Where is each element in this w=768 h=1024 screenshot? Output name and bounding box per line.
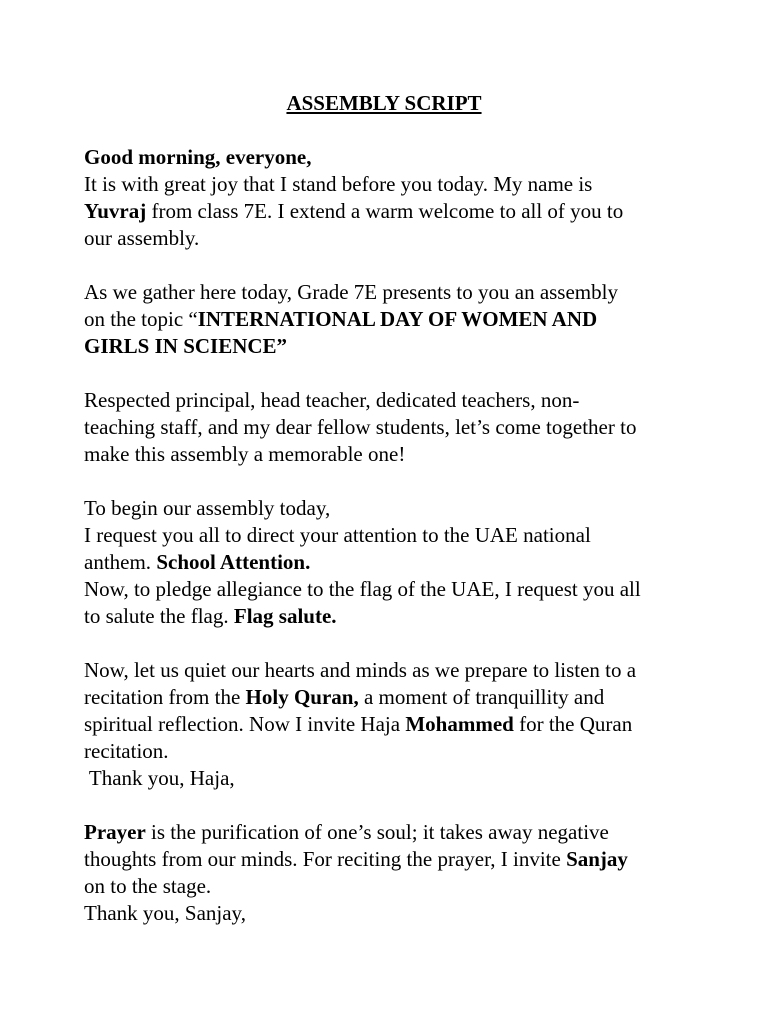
paragraph-quran [84,657,684,792]
text-line [84,549,684,576]
text-line [84,711,684,738]
text-line: I request you all to direct your attention to the UAE national [84,523,591,547]
text-line [84,603,684,630]
greeting-text: Good morning, everyone, [84,145,312,169]
text-run: from class 7E. I extend a warm welcome to all of you to [146,199,624,223]
text-line: It is with great joy that I stand before you today. My name is [84,172,593,196]
text-line: Thank you, Sanjay, [84,901,246,925]
text-line [84,306,684,333]
text-line: on to the stage. [84,874,212,898]
text-line: our assembly. [84,226,200,250]
text-line: Now, let us quiet our hearts and minds as we prepare to listen to a [84,658,637,682]
topic-text: INTERNATIONAL DAY OF WOMEN AND [197,307,598,331]
text-line: As we gather here today, Grade 7E presents to you an assembly [84,280,618,304]
text-run: for the Quran [513,712,633,736]
paragraph-anthem [84,495,684,630]
text-line: Respected principal, head teacher, dedicated teachers, non- [84,388,580,412]
text-line [84,846,684,873]
document-title: ASSEMBLY SCRIPT [286,91,482,115]
text-line: teaching staff, and my dear fellow students, let’s come together to [84,415,637,439]
text-run: to salute the flag. [84,604,234,628]
text-run: thoughts from our minds. For reciting the prayer, I invite [84,847,567,871]
paragraph-respected [84,387,684,468]
text-line [84,684,684,711]
cue-text: School Attention. [156,550,311,574]
paragraph-topic [84,279,684,360]
text-run: anthem. [84,550,157,574]
text-run: is the purification of one’s soul; it takes away negative [145,820,609,844]
speaker-name: Sanjay [566,847,628,871]
speaker-name: Yuvraj [84,199,147,223]
paragraph-welcome [84,144,684,252]
text-line: To begin our assembly today, [84,496,331,520]
cue-text: Flag salute. [233,604,337,628]
text-line: Thank you, Haja, [84,766,235,790]
text-line: make this assembly a memorable one! [84,442,406,466]
text-run: on the topic “ [84,307,198,331]
text-line: Now, to pledge allegiance to the flag of the UAE, I request you all [84,577,641,601]
topic-text: GIRLS IN SCIENCE” [84,334,288,358]
emphasis-text: Holy Quran, [245,685,359,709]
speaker-name: Mohammed [405,712,514,736]
paragraph-prayer [84,819,684,927]
text-run: spiritual reflection. Now I invite Haja [84,712,406,736]
emphasis-text: Prayer [84,820,146,844]
text-run: a moment of tranquillity and [358,685,605,709]
text-run: recitation from the [84,685,246,709]
text-line: recitation. [84,739,169,763]
text-line [84,198,684,225]
text-line [84,819,684,846]
